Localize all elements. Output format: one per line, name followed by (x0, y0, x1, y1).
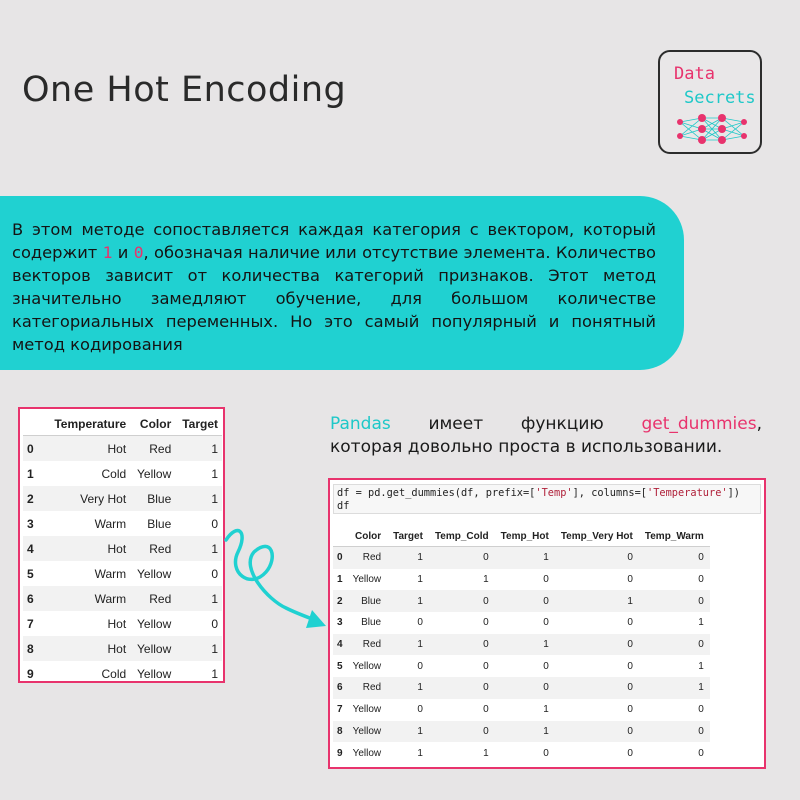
row-index: 2 (333, 590, 347, 612)
table-row (333, 677, 710, 699)
table-cell: Red (347, 634, 388, 656)
page-title: One Hot Encoding (22, 70, 347, 110)
row-index: 8 (333, 721, 347, 743)
table-cell: Hot (45, 536, 130, 561)
column-header (333, 526, 347, 547)
table-cell: 0 (429, 634, 495, 656)
row-index: 4 (23, 536, 45, 561)
table-cell: Blue (347, 590, 388, 612)
data-secrets-logo (658, 50, 762, 154)
table-cell: Warm (94, 516, 127, 531)
table-cell: 1 (387, 634, 429, 656)
table-row (23, 611, 222, 636)
table-cell: 0 (543, 747, 549, 759)
encoded-table (333, 526, 710, 764)
highlight-zero: 0 (133, 243, 144, 262)
table-cell: Red (130, 436, 175, 462)
table-cell: 0 (639, 590, 710, 612)
table-row (23, 661, 222, 686)
row-index: 6 (23, 586, 45, 611)
table-row (333, 742, 710, 764)
table-cell: 0 (555, 721, 639, 743)
table-cell: Cold (101, 666, 127, 681)
column-header: Color (139, 417, 172, 431)
table-cell: 0 (483, 617, 489, 629)
table-cell: 0 (639, 721, 710, 743)
table-cell: 1 (211, 666, 218, 681)
table-cell: Hot (107, 616, 127, 631)
table-cell: Red (130, 536, 175, 561)
table-cell: 0 (211, 516, 218, 531)
row-index: 0 (23, 436, 45, 462)
row-index: 3 (27, 516, 34, 531)
table-cell: Yellow (352, 660, 382, 672)
table-cell: 0 (483, 704, 489, 716)
table-cell: Yellow (130, 636, 175, 661)
table-cell: 1 (175, 486, 222, 511)
row-index: 9 (27, 666, 34, 681)
column-header: Temp_Warm (644, 530, 704, 542)
table-cell: 1 (698, 617, 704, 629)
table-row (333, 634, 710, 656)
table-row (333, 590, 710, 612)
table-cell: 1 (495, 634, 555, 656)
original-dataframe (18, 407, 225, 683)
table-cell: Yellow (352, 574, 382, 586)
column-header: Target (393, 530, 423, 542)
code-cell: df = pd.get_dummies(df, prefix=['Temp'], columns=['Temperature']) df (333, 484, 761, 514)
table-row (23, 586, 222, 611)
table-cell: Red (347, 677, 388, 699)
column-header: Color (355, 530, 382, 542)
table-header-row (333, 526, 710, 547)
row-index: 5 (337, 660, 343, 672)
table-cell: 0 (627, 617, 633, 629)
table-cell: Cold (101, 466, 127, 481)
table-cell: 0 (417, 617, 423, 629)
table-cell: 1 (417, 574, 423, 586)
pandas-note-line2: которая довольно проста в использовании. (330, 437, 723, 457)
logo-text-secrets: Secrets (684, 88, 756, 108)
table-cell: 1 (483, 747, 489, 759)
table-row (23, 561, 222, 586)
table-cell: 1 (483, 574, 489, 586)
row-index: 1 (337, 574, 343, 586)
column-header: Temp_Very Hot (560, 530, 633, 542)
row-index: 1 (27, 466, 34, 481)
table-cell: 0 (627, 574, 633, 586)
row-index: 7 (27, 616, 34, 631)
table-cell: 1 (639, 677, 710, 699)
column-header: Temp_Hot (500, 530, 549, 542)
table-cell: 1 (387, 721, 429, 743)
column-header (23, 413, 45, 436)
column-header: Temperature (54, 417, 127, 431)
table-cell: 1 (555, 590, 639, 612)
table-row (23, 461, 222, 486)
table-cell: 1 (387, 677, 429, 699)
table-row (23, 511, 222, 536)
table-cell: 0 (483, 660, 489, 672)
table-cell: 0 (698, 747, 704, 759)
table-cell: Red (347, 547, 388, 569)
table-row (23, 536, 222, 561)
original-table (23, 413, 222, 686)
table-cell: Blue (130, 486, 175, 511)
table-cell: 0 (417, 660, 423, 672)
table-cell: 0 (429, 590, 495, 612)
table-cell: Warm (45, 586, 130, 611)
table-cell: 0 (429, 677, 495, 699)
neural-network-icon (676, 112, 748, 146)
table-cell: 1 (175, 536, 222, 561)
table-cell: Very Hot (45, 486, 130, 511)
table-cell: 1 (495, 721, 555, 743)
table-cell: Yellow (352, 747, 382, 759)
row-index: 9 (337, 747, 343, 759)
pandas-word: Pandas (330, 414, 391, 434)
table-cell: Yellow (137, 666, 172, 681)
function-word: функцию (520, 414, 604, 434)
table-row (333, 655, 710, 677)
table-cell: Yellow (137, 566, 172, 581)
row-index: 4 (333, 634, 347, 656)
table-cell: 0 (495, 677, 555, 699)
column-header: Temp_Cold (434, 530, 489, 542)
table-row (333, 547, 710, 569)
table-header-row (23, 413, 222, 436)
table-row (333, 569, 710, 591)
table-cell: 0 (417, 704, 423, 716)
table-cell: 1 (698, 660, 704, 672)
table-cell: 1 (175, 636, 222, 661)
table-cell: 0 (698, 704, 704, 716)
table-cell: 0 (555, 634, 639, 656)
table-cell: 0 (543, 617, 549, 629)
table-cell: Warm (94, 566, 127, 581)
table-cell: 0 (627, 660, 633, 672)
row-index: 8 (23, 636, 45, 661)
table-cell: 0 (543, 660, 549, 672)
table-cell: Red (130, 586, 175, 611)
table-cell: 0 (429, 721, 495, 743)
highlight-one: 1 (102, 243, 113, 262)
table-cell: Hot (45, 436, 130, 462)
table-cell: 1 (417, 747, 423, 759)
table-cell: 0 (555, 547, 639, 569)
table-row (23, 486, 222, 511)
encoded-dataframe (328, 478, 766, 769)
table-cell: 0 (698, 574, 704, 586)
table-cell: Yellow (137, 616, 172, 631)
row-index: 2 (23, 486, 45, 511)
table-cell: 1 (387, 590, 429, 612)
table-row (333, 721, 710, 743)
has-word: имеет (428, 414, 484, 434)
table-cell: 0 (429, 547, 495, 569)
table-cell: 1 (543, 704, 549, 716)
table-cell: 1 (211, 466, 218, 481)
table-cell: 0 (211, 616, 218, 631)
description-text: В этом методе сопоставляется каждая категория с вектором, который содержит 1 и 0, обозначая наличие или отсутствие элемента. Количество векторов зависит от количества категорий признаков. Этот метод значительно замедляют обучение, для большом количестве категориальных переменных. Но это самый популярный и понятный метод кодирования (12, 220, 657, 354)
description-banner (0, 196, 684, 370)
table-cell: 0 (555, 677, 639, 699)
row-index: 6 (333, 677, 347, 699)
get-dummies-word: get_dummies (641, 414, 757, 434)
table-cell: 0 (639, 547, 710, 569)
table-row (333, 612, 710, 634)
table-cell: Hot (45, 636, 130, 661)
logo-text-data: Data (674, 64, 715, 84)
table-cell: 0 (495, 590, 555, 612)
table-cell: 1 (387, 547, 429, 569)
row-index: 5 (27, 566, 34, 581)
table-cell: Blue (147, 516, 172, 531)
table-cell: Yellow (352, 704, 382, 716)
column-header: Target (182, 417, 218, 431)
table-row (23, 636, 222, 661)
row-index: 7 (337, 704, 343, 716)
table-cell: 0 (639, 634, 710, 656)
row-index: 3 (337, 617, 343, 629)
table-cell: 1 (175, 436, 222, 462)
table-cell: 0 (543, 574, 549, 586)
table-row (23, 436, 222, 462)
table-cell: Yellow (137, 466, 172, 481)
table-cell: 0 (627, 704, 633, 716)
table-cell: Yellow (347, 721, 388, 743)
row-index: 0 (333, 547, 347, 569)
table-cell: 0 (627, 747, 633, 759)
table-cell: Blue (361, 617, 382, 629)
table-cell: 0 (211, 566, 218, 581)
table-cell: 1 (495, 547, 555, 569)
table-cell: 1 (175, 586, 222, 611)
pandas-note: Pandas имеет функцию get_dummies, которая довольно проста в использовании. (330, 414, 762, 457)
table-row (333, 699, 710, 721)
